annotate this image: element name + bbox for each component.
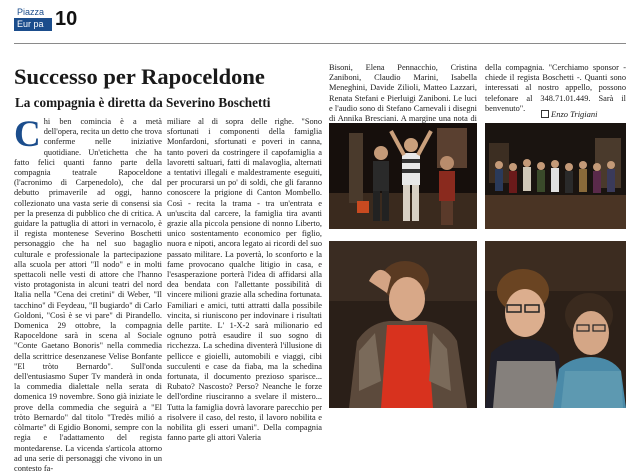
author-name: Enzo Trigiani	[551, 109, 598, 119]
article-column-2: miliare al di sopra delle righe. "Sono sfortunati i componenti della famiglia Monfardoni, sfortunati e poveri in canna, tanto poveri da costringere il capofamiglia a lavoretti saltuari, fatti di malavoglia, alternati a tentativi illegali e maldestramente eseguiti, per procurarsi un po' di soldi, che gli faranno conoscere la prigione di Canton Mombello. Così - recita la trama - tra un'entrata e un'uscita dal carcere, la famiglia tira avanti grazie alla piccola pensione di nonno Liberto, unico sostentamento economico per figlio, nuora e nipoti, ancora legato ai ricordi del suo passato militare. La povertà, lo sconforto e la fame provocano qualche litigio in casa, e l'esasperazione porterà l'idea di affidarsi alla dea bendata con l'allettante possibilità di vincere milioni grazie alla schedina fortunata. Familiari e amici, tutti attratti dalla possibile vincita, si riuniscono per indovinare i risultati delle partite. L' 1-X-2 sarà milionario ed ognuno potrà esaudire il suo sogno di ricchezza. La schedina diventerà l'illusione di pellicce e gioielli, automobili e viaggi, cibi succulenti e case da fiaba, ma la schedina fortunata, il documento prezioso sparisce... Rubato? Nascosto? Perso? Neanche le forze dell'ordine riusciranno a svelare il mistero... Tutta la famiglia dovrà lavorare parecchio per risolvere il caso, del resto, il lavoro nobilita e nobilita gli esseri umani". Della compagnia fanno parte gli attori Valeria	[167, 117, 322, 443]
logo-top-word: Piazza	[17, 7, 45, 17]
byline-square-icon	[541, 110, 549, 118]
article-column-1	[14, 114, 162, 474]
magazine-logo	[14, 8, 52, 32]
actress-red-shirt-photo	[329, 241, 477, 408]
stage-photo-cast	[485, 123, 626, 229]
article-column-3: Bisoni, Elena Pennacchio, Cristina Zaniboni, Claudio Marini, Isabella Meneghini, Davide Zilioli, Matteo Lazzari, Renata Stefani e Pierluigi Zaniboni. Le luci e l'audio sono di Stefano Carnevali i disegni di Annika Bresciani. A margine una nota di	[329, 63, 477, 124]
article-title: Successo per Rapoceldone	[14, 64, 265, 89]
page-number: 10	[55, 8, 78, 30]
logo-bottom-word: Eur pa	[14, 18, 52, 31]
drop-cap: C	[14, 114, 41, 155]
author-byline	[541, 109, 598, 119]
header-divider	[14, 43, 626, 44]
two-actresses-photo	[485, 241, 626, 408]
stage-photo-raised-arms	[329, 123, 477, 229]
article-column-4: della compagnia. "Cerchiamo sponsor - chiede il regista Boschetti -. Quanti sono interessati al nostro appello, possono telefonare al 348.71.01.449. Sarà il benvenuto".	[485, 63, 626, 113]
column-1-text: hi ben comincia è a metà dell'opera, recita un detto che trova conferme nelle iniziative quotidiane. Un'etichetta che ha fatto felici quanti fanno parte della compagnia teatrale Rapoceldone (l'acronimo di Carpenedolo), che dal debutto primaverile ad oggi, hanno collezionato una vasta serie di consensi sia per la presenza di pubblico che di critica. A guidare la pattuglia di attori in vernacolo, è il regista montenese Severino Boschetti personaggio che ha nel suo bagaglio culturale e professionale la partecipazione alla scuola per attori "Il nodo" e in molti spettacoli nelle vesti di attore che l'hanno visto protagonista in alcuni teatri del nord Italia nella "Cena dei cretini" di Weber, "Il tacchino" di Feydeau, "Il bugiardo" di Carlo Goldoni, "Così è se vi pare" di Pirandello. Domenica 29 ottobre, la compagnia Rapoceldone sarà in scena al Sociale "Conte Gaetano Bonoris" nella commedia della scrittrice desenzanese Velise Bonfante "El tròto Bernardo". Sull'onda dell'entusiasmo Super Tv manderà in onda la commedia dialettale nella serata di domenica 19 novembre. Sono già iniziate le prove della commedia che seguirà a "El tròto Bernardo" dal titolo "Tredès milió a còlmarte" di Egidio Bonomi, sempre con la regia e l'adattamento del regista montedarense. La vicenda s'articola attorno ad una serie di personaggi che vivono in un contesto fa-	[14, 117, 162, 473]
article-subtitle: La compagnia è diretta da Severino Boschetti	[15, 95, 271, 110]
